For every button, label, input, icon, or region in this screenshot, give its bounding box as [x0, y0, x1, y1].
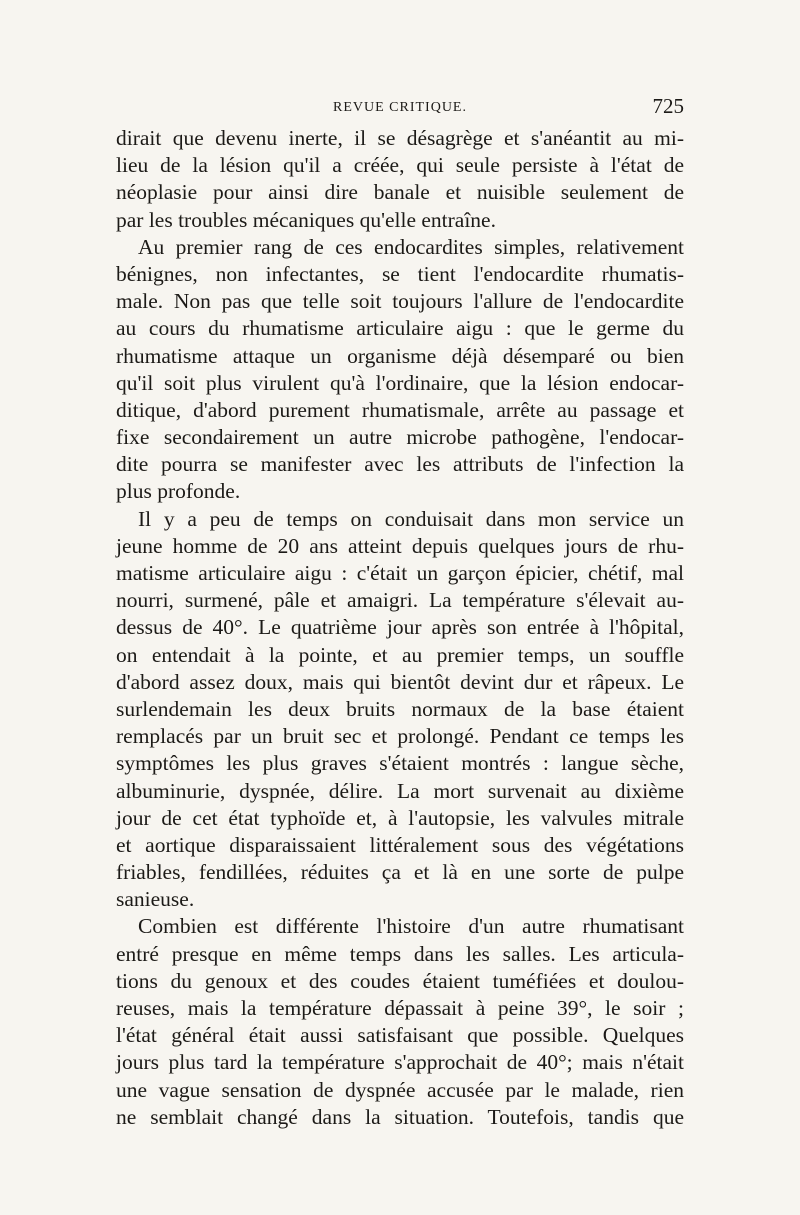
text-line: ditique, d'abord purement rhumatismale, arrête au passage et: [116, 397, 684, 422]
text-line: Combien est différente l'histoire d'un autre rhumatisant: [138, 914, 684, 939]
text-line: Il y a peu de temps on conduisait dans mon service un: [138, 506, 684, 531]
text-line: une vague sensation de dyspnée accusée par le malade, rien: [116, 1077, 684, 1102]
text-line: néoplasie pour ainsi dire banale et nuisible seulement de: [116, 180, 684, 205]
text-line: nourri, surmené, pâle et amaigri. La température s'élevait au-: [116, 588, 684, 613]
text-line: albuminurie, dyspnée, délire. La mort survenait au dixième: [116, 778, 684, 803]
running-title: REVUE CRITIQUE.: [333, 100, 467, 115]
text-line: reuses, mais la température dépassait à peine 39°, le soir ;: [116, 996, 684, 1020]
text-line: sanieuse.: [116, 887, 195, 912]
text-line: friables, fendillées, réduites ça et là en une sorte de pulpe: [116, 860, 684, 885]
text-line: au cours du rhumatisme articulaire aigu : que le germe du: [116, 316, 684, 341]
text-line: dirait que devenu inerte, il se désagrège et s'anéantit au mi-: [116, 126, 684, 150]
text-line: on entendait à la pointe, et au premier temps, un souffle: [116, 642, 684, 667]
text-line: ne semblait changé dans la situation. Toutefois, tandis que: [116, 1104, 684, 1129]
text-line: symptômes les plus graves s'étaient montrés : langue sèche,: [116, 751, 684, 776]
text-line: matisme articulaire aigu : c'était un garçon épicier, chétif, mal: [116, 561, 684, 585]
text-line: remplacés par un bruit sec et prolongé. Pendant ce temps les: [116, 724, 684, 749]
text-line: tions du genoux et des coudes étaient tuméfiées et doulou-: [116, 968, 684, 993]
text-line: lieu de la lésion qu'il a créée, qui seule persiste à l'état de: [116, 153, 684, 178]
running-head: [116, 96, 684, 120]
text-line: et aortique disparaissaient littéralement sous des végétations: [116, 832, 684, 857]
text-line: jeune homme de 20 ans atteint depuis quelques jours de rhu-: [116, 533, 684, 558]
text-line: jour de cet état typhoïde et, à l'autopsie, les valvules mitrale: [116, 805, 684, 830]
text-line: male. Non pas que telle soit toujours l'allure de l'endocardite: [116, 289, 684, 314]
body-text: [116, 125, 684, 1131]
text-line: dite pourra se manifester avec les attributs de l'infection la: [116, 452, 684, 477]
text-line: qu'il soit plus virulent qu'à l'ordinaire, que la lésion endocar-: [116, 370, 684, 395]
text-line: rhumatisme attaque un organisme déjà désemparé ou bien: [116, 343, 684, 368]
text-line: plus profonde.: [116, 479, 241, 504]
text-line: entré presque en même temps dans les salles. Les articula-: [116, 941, 684, 966]
text-line: l'état général était aussi satisfaisant que possible. Quelques: [116, 1023, 684, 1048]
text-line: jours plus tard la température s'approchait de 40°; mais n'était: [116, 1050, 684, 1075]
text-line: surlendemain les deux bruits normaux de la base étaient: [116, 696, 684, 721]
text-line: d'abord assez doux, mais qui bientôt devint dur et râpeux. Le: [116, 669, 684, 694]
text-line: dessus de 40°. Le quatrième jour après son entrée à l'hôpital,: [116, 615, 684, 640]
text-line: fixe secondairement un autre microbe pathogène, l'endocar-: [116, 425, 684, 450]
text-line: Au premier rang de ces endocardites simples, relativement: [138, 234, 684, 259]
text-line: par les troubles mécaniques qu'elle entraîne.: [116, 207, 496, 232]
page-number: 725: [652, 94, 684, 118]
text-line: bénignes, non infectantes, se tient l'endocardite rhumatis-: [116, 261, 684, 286]
